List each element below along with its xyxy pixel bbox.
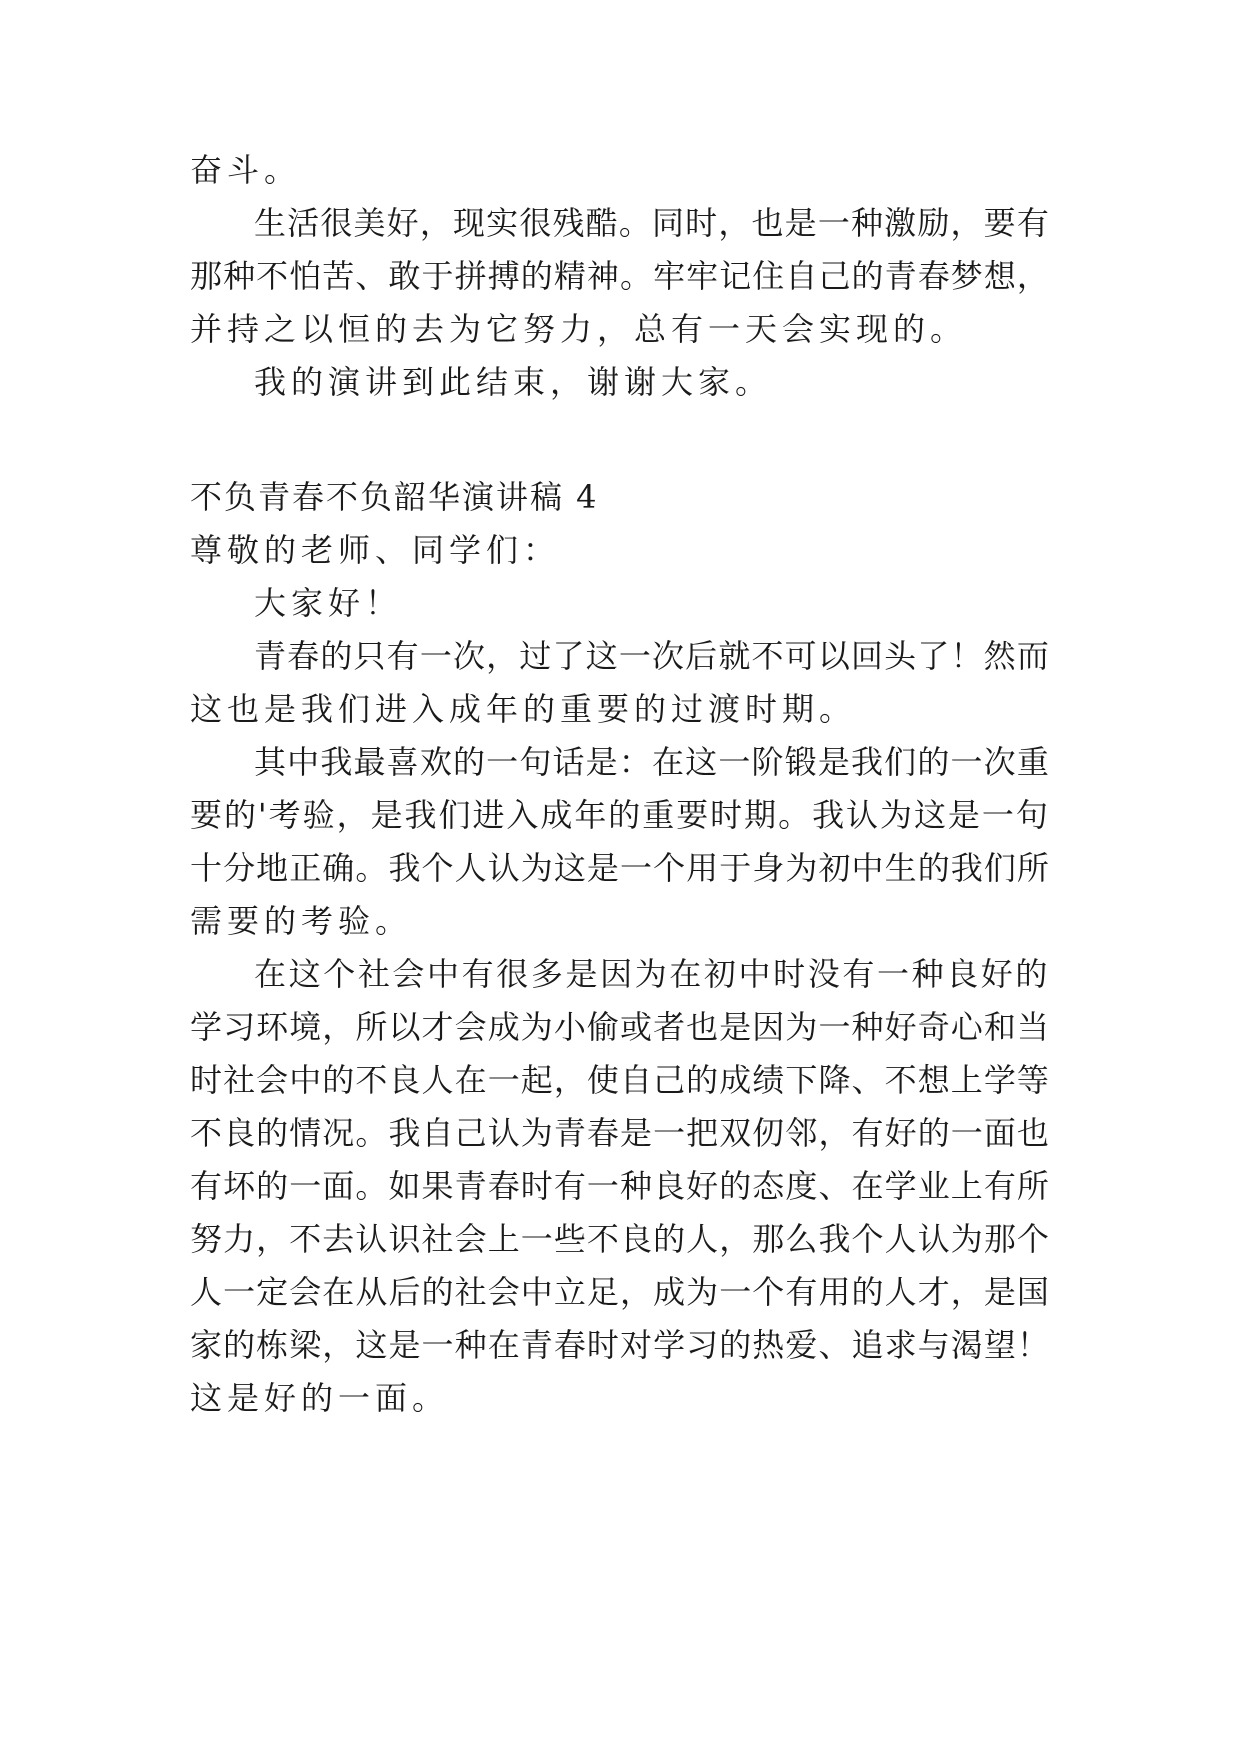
paragraph-line: 青春的只有一次，过了这一次后就不可以回头了！然而 [254, 637, 1051, 675]
paragraph-line: 有坏的一面。如果青春时有一种良好的态度、在学业上有所 [190, 1167, 1051, 1205]
salutation: 尊敬的老师、同学们： [190, 531, 561, 569]
paragraph-line: 人一定会在从后的社会中立足，成为一个有用的人才，是国 [190, 1273, 1051, 1311]
paragraph-line: 要的'考验，是我们进入成年的重要时期。我认为这是一句 [190, 796, 1050, 834]
paragraph-line: 奋斗。 [190, 151, 302, 189]
paragraph-line: 这也是我们进入成年的重要的过渡时期。 [190, 690, 857, 728]
paragraph-line: 不良的情况。我自己认为青春是一把双仞邻，有好的一面也 [190, 1114, 1051, 1152]
paragraph-line: 我的演讲到此结束，谢谢大家。 [254, 363, 773, 401]
paragraph-line: 生活很美好，现实很残酷。同时，也是一种激励，要有 [254, 204, 1051, 242]
paragraph-line: 时社会中的不良人在一起，使自己的成绩下降、不想上学等 [190, 1061, 1051, 1099]
paragraph-line: 家的栋梁，这是一种在青春时对学习的热爱、追求与渴望！ [190, 1326, 1051, 1364]
greeting: 大家好！ [254, 584, 403, 622]
paragraph-line: 其中我最喜欢的一句话是：在这一阶锻是我们的一次重 [254, 743, 1051, 781]
paragraph-line: 那种不怕苦、敢于拼搏的精神。牢牢记住自己的青春梦想， [190, 257, 1051, 295]
section-heading: 不负青春不负韶华演讲稿 4 [190, 478, 599, 516]
paragraph-line: 需要的考验。 [190, 902, 413, 940]
paragraph-line: 在这个社会中有很多是因为在初中时没有一种良好的 [254, 955, 1051, 993]
paragraph-line: 十分地正确。我个人认为这是一个用于身为初中生的我们所 [190, 849, 1051, 887]
paragraph-line: 并持之以恒的去为它努力，总有一天会实现的。 [190, 310, 968, 348]
paragraph-line: 学习环境，所以才会成为小偷或者也是因为一种好奇心和当 [190, 1008, 1051, 1046]
paragraph-line: 努力，不去认识社会上一些不良的人，那么我个人认为那个 [190, 1220, 1051, 1258]
paragraph-line: 这是好的一面。 [190, 1379, 450, 1417]
